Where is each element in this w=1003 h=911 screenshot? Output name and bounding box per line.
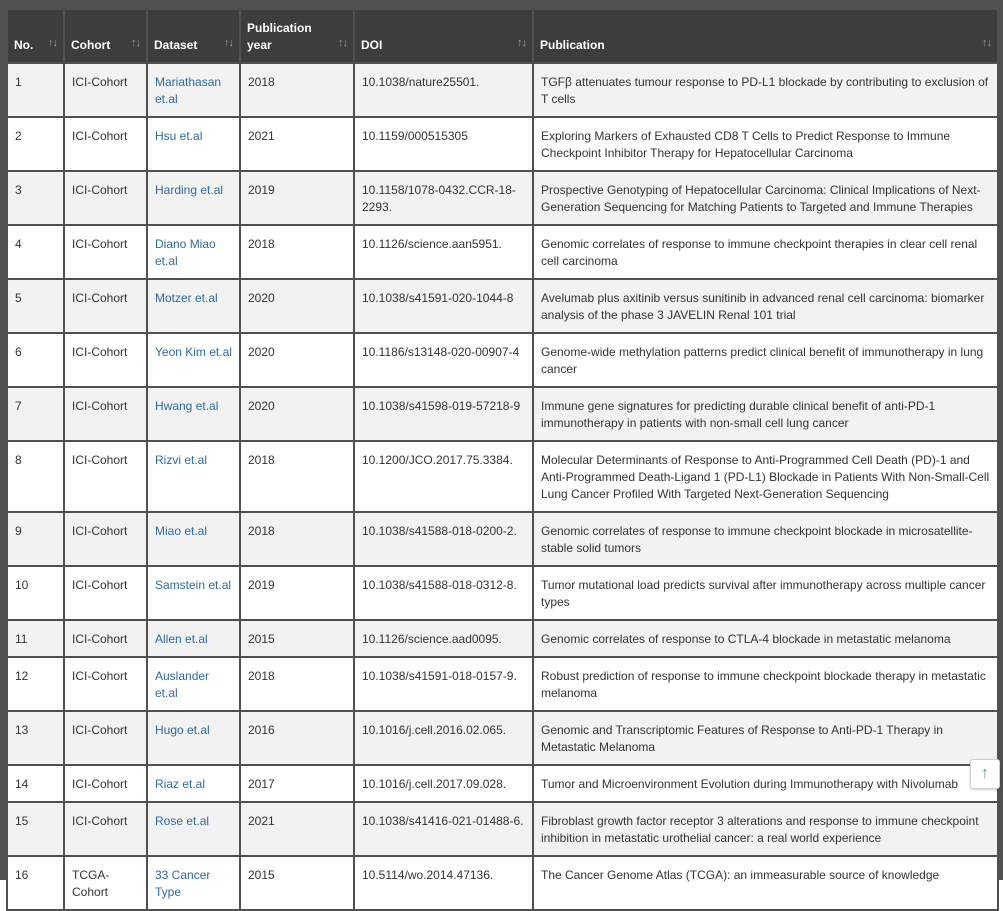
cell-publication: Genomic correlates of response to immune checkpoint blockade in microsatellite-stable solid tumors [534, 513, 997, 565]
cell-cohort: ICI-Cohort [65, 803, 146, 855]
table-row [8, 658, 997, 710]
cell-doi: 10.1200/JCO.2017.75.3384. [355, 442, 532, 511]
cell-doi: 10.1016/j.cell.2017.09.028. [355, 766, 532, 801]
cell-doi: 10.1126/science.aad0095. [355, 621, 532, 656]
cell-doi: 10.1126/science.aan5951. [355, 226, 532, 278]
dataset-link[interactable]: 33 Cancer Type [155, 868, 211, 899]
cell-cohort: ICI-Cohort [65, 118, 146, 170]
cell-publication: Exploring Markers of Exhausted CD8 T Cells to Predict Response to Immune Checkpoint Inhibitor Therapy for Hepatocellular Carcinoma [534, 118, 997, 170]
dataset-link[interactable]: Riaz et.al [155, 777, 206, 791]
cell-dataset [148, 658, 239, 710]
cell-publication: Tumor and Microenvironment Evolution during Immunotherapy with Nivolumab [534, 766, 997, 801]
cell-publication: Tumor mutational load predicts survival after immunotherapy across multiple cancer types [534, 567, 997, 619]
cell-doi: 10.1038/s41598-019-57218-9 [355, 388, 532, 440]
cell-year: 2015 [241, 857, 353, 909]
cell-cohort: ICI-Cohort [65, 766, 146, 801]
cell-no: 7 [8, 388, 63, 440]
cell-publication: TGFβ attenuates tumour response to PD-L1 blockade by contributing to exclusion of T cells [534, 64, 997, 116]
cell-doi: 10.1038/nature25501. [355, 64, 532, 116]
cell-no: 8 [8, 442, 63, 511]
cell-doi: 10.1186/s13148-020-00907-4 [355, 334, 532, 386]
cell-year: 2018 [241, 64, 353, 116]
cell-publication: Genomic correlates of response to CTLA-4 blockade in metastatic melanoma [534, 621, 997, 656]
cell-no: 11 [8, 621, 63, 656]
cell-doi: 10.1016/j.cell.2016.02.065. [355, 712, 532, 764]
dataset-link[interactable]: Hwang et.al [155, 399, 219, 413]
cell-no: 5 [8, 280, 63, 332]
sort-arrows-icon[interactable]: ↑↓ [517, 37, 526, 49]
cell-no: 16 [8, 857, 63, 909]
table-row [8, 803, 997, 855]
table-row [8, 766, 997, 801]
cell-dataset [148, 803, 239, 855]
cell-publication: Genomic and Transcriptomic Features of Response to Anti-PD-1 Therapy in Metastatic Melanoma [534, 712, 997, 764]
dataset-link[interactable]: Hsu et.al [155, 129, 203, 143]
cell-year: 2015 [241, 621, 353, 656]
cell-dataset [148, 712, 239, 764]
cell-doi: 10.1159/000515305 [355, 118, 532, 170]
dataset-link[interactable]: Samstein et.al [155, 578, 232, 592]
header-row [8, 10, 997, 62]
cell-publication: The Cancer Genome Atlas (TCGA): an immeasurable source of knowledge [534, 857, 997, 909]
cell-doi: 10.1038/s41588-018-0312-8. [355, 567, 532, 619]
dataset-link[interactable]: Harding et.al [155, 183, 224, 197]
table-row [8, 712, 997, 764]
table-row [8, 513, 997, 565]
cell-year: 2018 [241, 226, 353, 278]
cell-year: 2018 [241, 513, 353, 565]
header-doi[interactable]: DOI ↑↓ [355, 10, 532, 62]
dataset-link[interactable]: Yeon Kim et.al [155, 345, 232, 359]
cell-no: 6 [8, 334, 63, 386]
cell-cohort: TCGA-Cohort [65, 857, 146, 909]
dataset-link[interactable]: Auslander et.al [155, 669, 210, 700]
cell-no: 15 [8, 803, 63, 855]
table-row [8, 280, 997, 332]
cell-year: 2021 [241, 118, 353, 170]
cell-publication: Avelumab plus axitinib versus sunitinib in advanced renal cell carcinoma: biomarker analysis of the phase 3 JAVELIN Renal 101 trial [534, 280, 997, 332]
cell-no: 10 [8, 567, 63, 619]
cell-year: 2020 [241, 280, 353, 332]
scroll-to-top-button[interactable] [970, 759, 1000, 789]
cell-dataset [148, 621, 239, 656]
cell-cohort: ICI-Cohort [65, 172, 146, 224]
dataset-link[interactable]: Mariathasan et.al [155, 75, 222, 106]
sort-arrows-icon[interactable]: ↑↓ [982, 37, 991, 49]
cell-cohort: ICI-Cohort [65, 658, 146, 710]
cell-dataset [148, 64, 239, 116]
cell-doi: 10.1038/s41588-018-0200-2. [355, 513, 532, 565]
cell-cohort: ICI-Cohort [65, 567, 146, 619]
table-row [8, 388, 997, 440]
table-row [8, 621, 997, 656]
cell-year: 2021 [241, 803, 353, 855]
sort-arrows-icon[interactable]: ↑↓ [224, 37, 233, 49]
cell-publication: Fibroblast growth factor receptor 3 alterations and response to immune checkpoint inhibition in metastatic urothelial cancer: a real world experience [534, 803, 997, 855]
cell-doi: 10.1038/s41416-021-01488-6. [355, 803, 532, 855]
table-row [8, 442, 997, 511]
cell-dataset [148, 766, 239, 801]
cell-no: 13 [8, 712, 63, 764]
dataset-link[interactable]: Motzer et.al [155, 291, 218, 305]
table-row [8, 226, 997, 278]
dataset-link[interactable]: Rizvi et.al [155, 453, 208, 467]
cell-year: 2019 [241, 567, 353, 619]
cell-year: 2016 [241, 712, 353, 764]
cell-no: 14 [8, 766, 63, 801]
cell-no: 12 [8, 658, 63, 710]
cell-cohort: ICI-Cohort [65, 712, 146, 764]
cell-no: 4 [8, 226, 63, 278]
cell-publication: Immune gene signatures for predicting durable clinical benefit of anti-PD-1 immunotherapy in patients with non-small cell lung cancer [534, 388, 997, 440]
cell-doi: 10.1158/1078-0432.CCR-18-2293. [355, 172, 532, 224]
cell-year: 2019 [241, 172, 353, 224]
sort-arrows-icon[interactable]: ↑↓ [48, 37, 57, 49]
dataset-link[interactable]: Miao et.al [155, 524, 208, 538]
table-row [8, 334, 997, 386]
cell-cohort: ICI-Cohort [65, 280, 146, 332]
cell-doi: 10.1038/s41591-018-0157-9. [355, 658, 532, 710]
cell-year: 2018 [241, 658, 353, 710]
cell-cohort: ICI-Cohort [65, 64, 146, 116]
table-row [8, 172, 997, 224]
arrow-up-icon: ↑ [981, 765, 989, 782]
cell-year: 2018 [241, 442, 353, 511]
cell-cohort: ICI-Cohort [65, 388, 146, 440]
cell-no: 2 [8, 118, 63, 170]
cell-dataset [148, 857, 239, 909]
cell-dataset [148, 334, 239, 386]
cell-dataset [148, 172, 239, 224]
table-row [8, 857, 997, 909]
header-no[interactable]: No. ↑↓ [8, 10, 63, 62]
table-body [8, 64, 997, 909]
sort-arrows-icon[interactable]: ↑↓ [131, 37, 140, 49]
cell-publication: Genomic correlates of response to immune checkpoint therapies in clear cell renal cell carcinoma [534, 226, 997, 278]
cell-doi: 10.1038/s41591-020-1044-8 [355, 280, 532, 332]
cell-no: 9 [8, 513, 63, 565]
cell-doi: 10.5114/wo.2014.47136. [355, 857, 532, 909]
cell-dataset [148, 442, 239, 511]
cell-publication: Genome-wide methylation patterns predict clinical benefit of immunotherapy in lung cancer [534, 334, 997, 386]
cell-cohort: ICI-Cohort [65, 334, 146, 386]
dataset-link[interactable]: Rose et.al [155, 814, 210, 828]
publications-table [6, 8, 999, 911]
cell-cohort: ICI-Cohort [65, 513, 146, 565]
cell-publication: Robust prediction of response to immune checkpoint blockade therapy in metastatic melanoma [534, 658, 997, 710]
cell-cohort: ICI-Cohort [65, 621, 146, 656]
cell-no: 1 [8, 64, 63, 116]
sort-arrows-icon[interactable]: ↑↓ [338, 37, 347, 49]
header-publication-year[interactable]: Publication year ↑↓ [241, 10, 353, 62]
cell-dataset [148, 388, 239, 440]
cell-year: 2017 [241, 766, 353, 801]
cell-dataset [148, 118, 239, 170]
header-cohort[interactable]: Cohort ↑↓ [65, 10, 146, 62]
cell-cohort: ICI-Cohort [65, 442, 146, 511]
cell-dataset [148, 513, 239, 565]
cell-no: 3 [8, 172, 63, 224]
dataset-link[interactable]: Diano Miao et.al [155, 237, 216, 268]
table-row [8, 567, 997, 619]
cell-year: 2020 [241, 334, 353, 386]
table-row [8, 118, 997, 170]
dataset-link[interactable]: Allen et.al [155, 632, 208, 646]
cell-dataset [148, 280, 239, 332]
cell-dataset [148, 226, 239, 278]
cell-dataset [148, 567, 239, 619]
cell-year: 2020 [241, 388, 353, 440]
header-dataset[interactable]: Dataset ↑↓ [148, 10, 239, 62]
header-publication[interactable]: Publication ↑↓ [534, 10, 997, 62]
cell-publication: Molecular Determinants of Response to Anti-Programmed Cell Death (PD)-1 and Anti-Programmed Death-Ligand 1 (PD-L1) Blockade in Patients With Non-Small-Cell Lung Cancer Profiled With Targeted Next-Generation Sequencing [534, 442, 997, 511]
cell-publication: Prospective Genotyping of Hepatocellular Carcinoma: Clinical Implications of Next-Generation Sequencing for Matching Patients to Targeted and Immune Therapies [534, 172, 997, 224]
dataset-link[interactable]: Hugo et.al [155, 723, 210, 737]
cell-cohort: ICI-Cohort [65, 226, 146, 278]
table-row [8, 64, 997, 116]
